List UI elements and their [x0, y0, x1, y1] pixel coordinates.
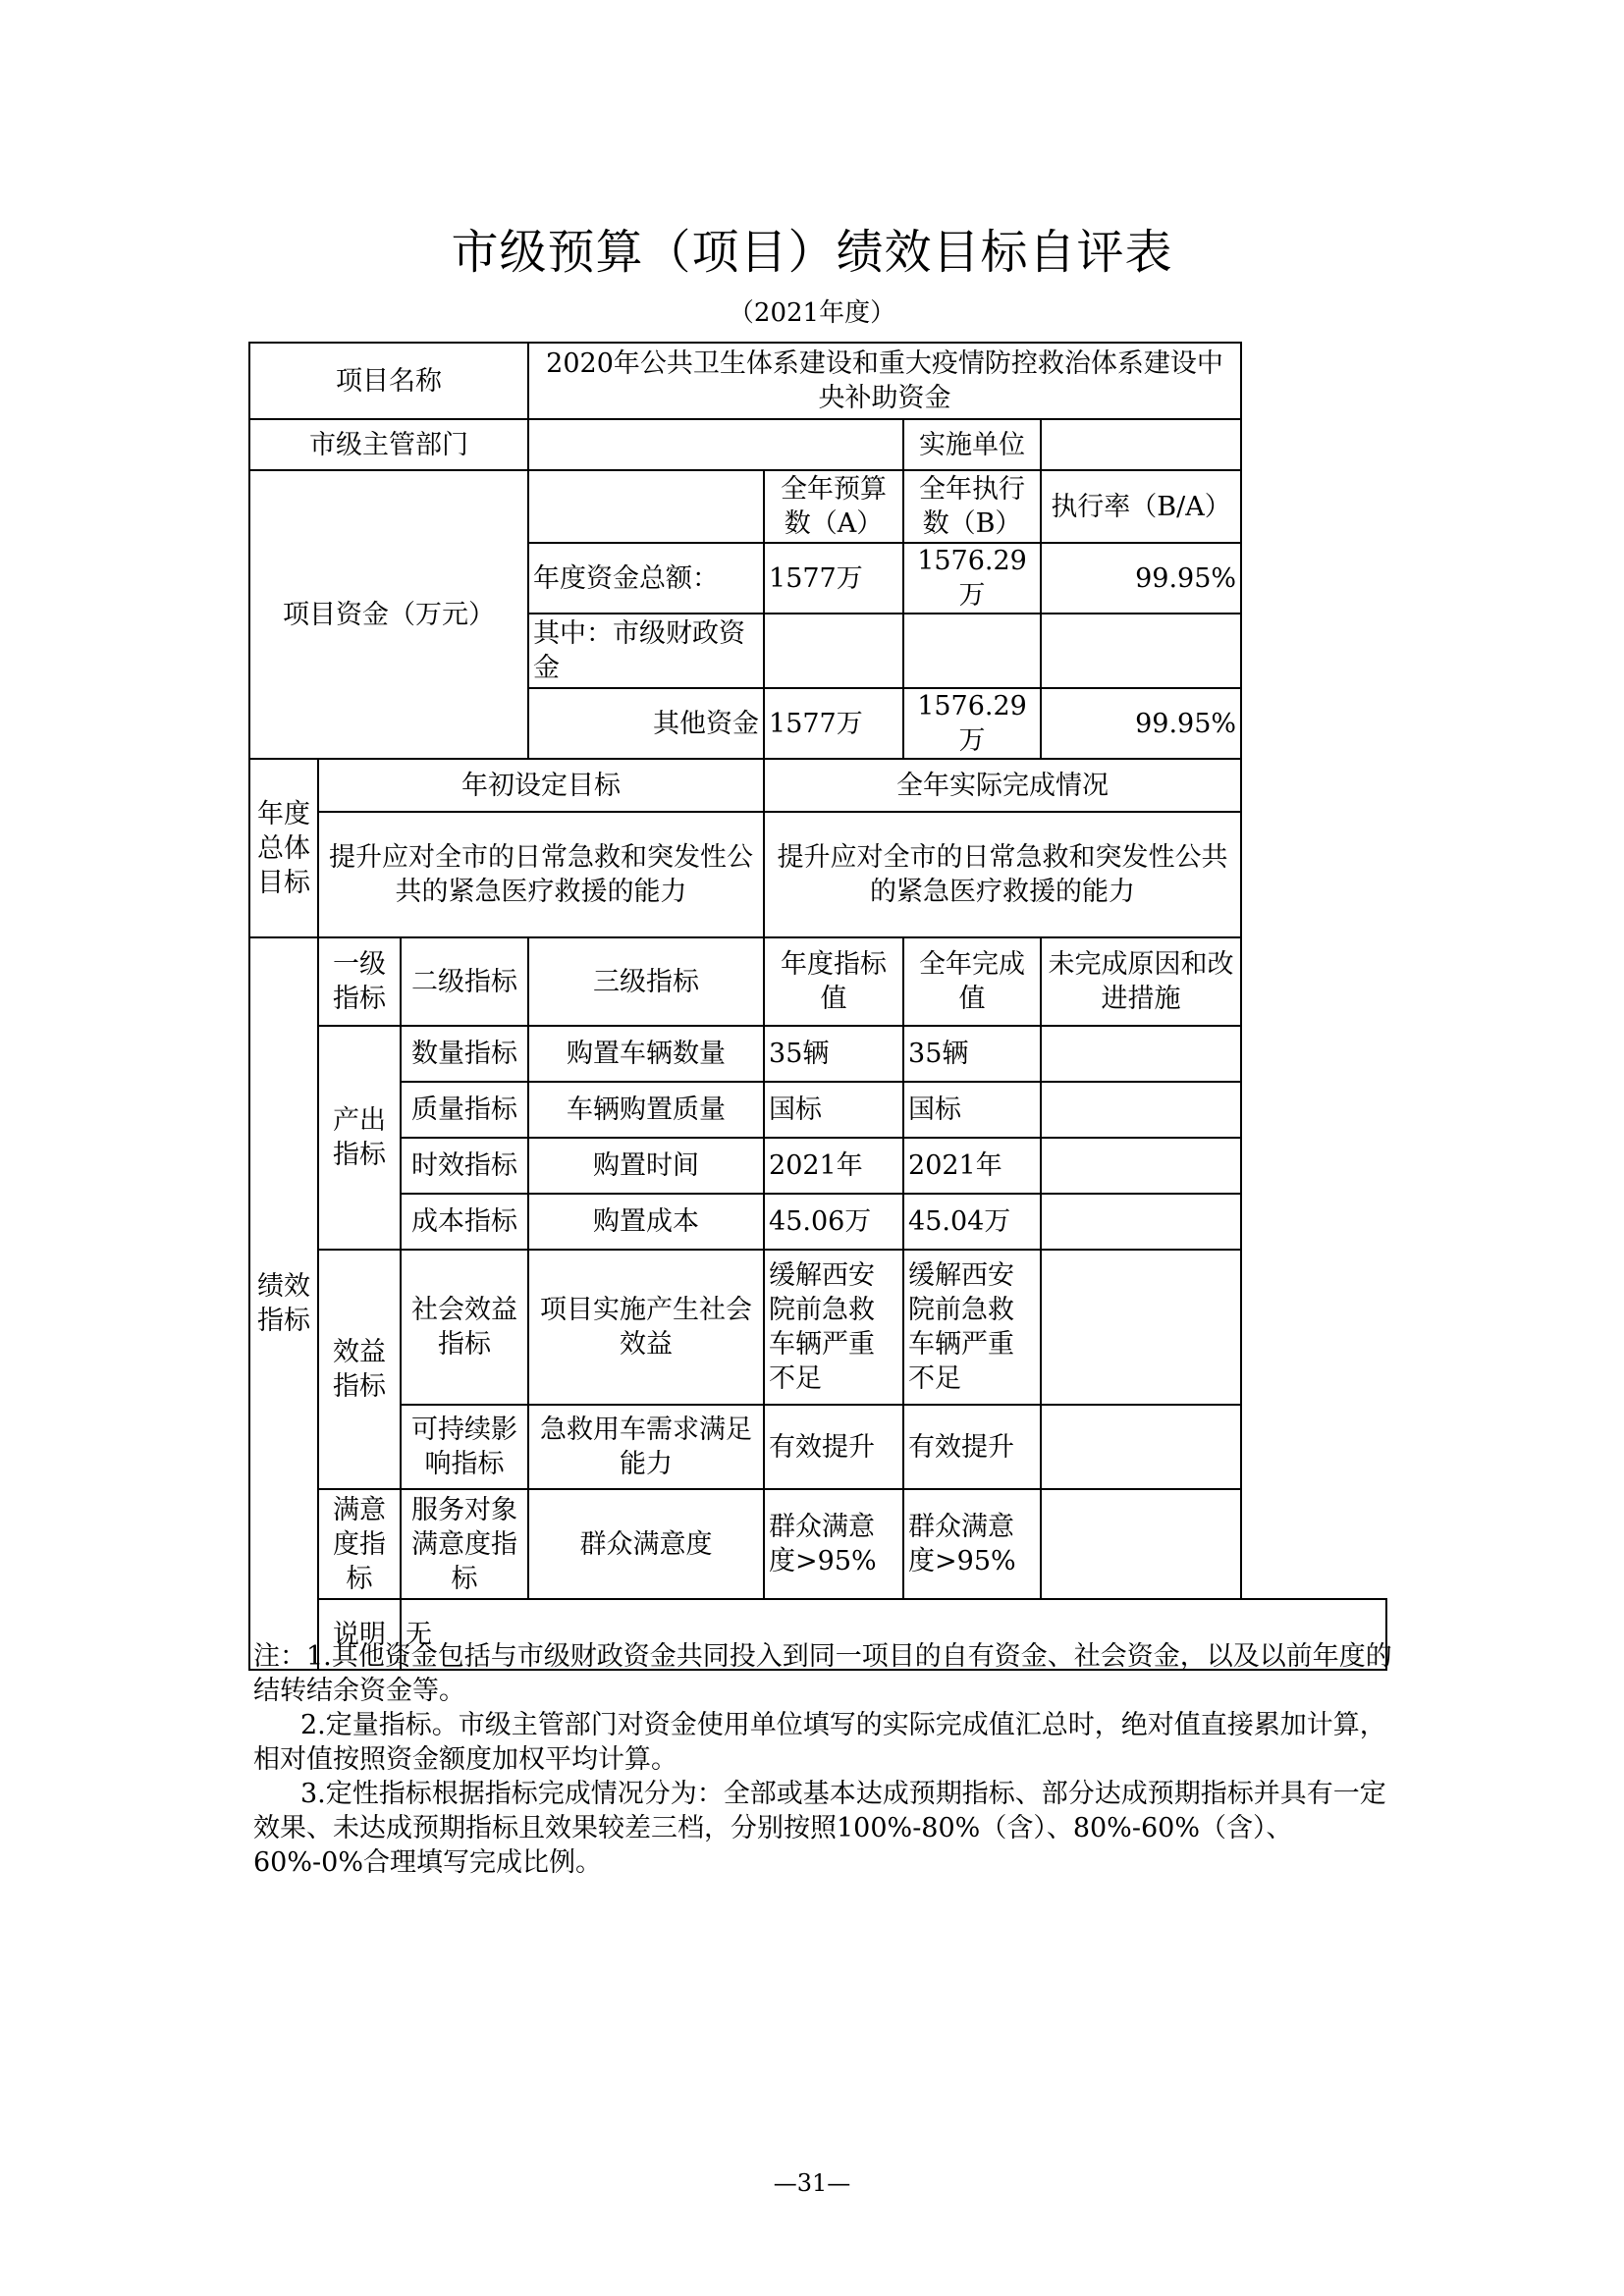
level3-cell: 购置时间	[528, 1138, 764, 1194]
done-cell: 国标	[903, 1082, 1041, 1138]
done-cell: 35辆	[903, 1026, 1041, 1082]
header-level3: 三级指标	[528, 937, 764, 1026]
footnotes	[253, 1639, 1392, 1880]
funds-header-blank	[528, 470, 764, 543]
level3-cell: 车辆购置质量	[528, 1082, 764, 1138]
indicator-header-row	[249, 937, 1386, 1026]
evaluation-table	[248, 342, 1387, 1671]
funds-row-label: 其他资金	[528, 688, 764, 759]
done-cell: 群众满意度>95%	[903, 1489, 1041, 1599]
target-cell: 缓解西安院前急救车辆严重不足	[764, 1250, 903, 1405]
unit-label: 实施单位	[903, 419, 1041, 470]
funds-row-budget: 1577万	[764, 688, 903, 759]
annual-goal-label: 年度总体目标	[249, 759, 318, 937]
funds-row-budget: 1577万	[764, 543, 903, 614]
header-done: 全年完成值	[903, 937, 1041, 1026]
unit-value	[1041, 419, 1241, 470]
funds-col-rate: 执行率（B/A）	[1041, 470, 1241, 543]
level3-cell: 购置成本	[528, 1194, 764, 1250]
indicator-row	[249, 1405, 1386, 1489]
funds-row-exec: 1576.29万	[903, 543, 1041, 614]
footnote: 3.定性指标根据指标完成情况分为：全部或基本达成预期指标、部分达成预期指标并具有一定效果、未达成预期指标且效果较差三档，分别按照100%-80%（含）、80%-60%（含）、60%-0%合理填写完成比例。	[253, 1779, 1386, 1878]
reason-cell	[1041, 1489, 1241, 1599]
level2-cell: 数量指标	[401, 1026, 528, 1082]
page-subtitle: （2021年度）	[728, 298, 896, 328]
reason-cell	[1041, 1405, 1241, 1489]
reason-cell	[1041, 1194, 1241, 1250]
funds-header-row	[249, 470, 1386, 543]
level2-cell: 社会效益指标	[401, 1250, 528, 1405]
dept-value	[528, 419, 903, 470]
level3-cell: 群众满意度	[528, 1489, 764, 1599]
reason-cell	[1041, 1250, 1241, 1405]
indicator-row	[249, 1250, 1386, 1405]
satisfaction-label: 满意度指标	[318, 1489, 401, 1599]
annual-goal-header-row	[249, 759, 1386, 812]
done-cell: 2021年	[903, 1138, 1041, 1194]
indicator-row	[249, 1026, 1386, 1082]
indicators-label: 绩效指标	[249, 937, 318, 1670]
funds-col-budget: 全年预算数（A）	[764, 470, 903, 543]
header-reason: 未完成原因和改进措施	[1041, 937, 1241, 1026]
annual-goal-col-set: 年初设定目标	[318, 759, 764, 812]
project-name-row	[249, 343, 1386, 419]
level2-cell: 可持续影响指标	[401, 1405, 528, 1489]
explanation-label: 说明	[318, 1599, 401, 1670]
funds-row-rate	[1041, 614, 1241, 688]
done-cell: 45.04万	[903, 1194, 1041, 1250]
funds-row-label: 年度资金总额：	[528, 543, 764, 614]
target-cell: 群众满意度>95%	[764, 1489, 903, 1599]
annual-goal-set-text: 提升应对全市的日常急救和突发性公共的紧急医疗救援的能力	[318, 812, 764, 937]
footnote: 2.定量指标。市级主管部门对资金使用单位填写的实际完成值汇总时，绝对值直接累加计算，相对值按照资金额度加权平均计算。	[253, 1710, 1386, 1775]
indicator-row	[249, 1082, 1386, 1138]
level2-cell: 质量指标	[401, 1082, 528, 1138]
done-cell: 有效提升	[903, 1405, 1041, 1489]
funds-row-budget	[764, 614, 903, 688]
annual-goal-col-actual: 全年实际完成情况	[764, 759, 1241, 812]
target-cell: 2021年	[764, 1138, 903, 1194]
header-level2: 二级指标	[401, 937, 528, 1026]
footnote: 注：1.其他资金包括与市级财政资金共同投入到同一项目的自有资金、社会资金，以及以前年度的结转结余资金等。	[253, 1641, 1392, 1706]
project-name-value: 2020年公共卫生体系建设和重大疫情防控救治体系建设中央补助资金	[528, 343, 1241, 419]
page-number: —31—	[773, 2169, 851, 2197]
level2-cell: 成本指标	[401, 1194, 528, 1250]
funds-row-label: 其中：市级财政资金	[528, 614, 764, 688]
level3-cell: 项目实施产生社会效益	[528, 1250, 764, 1405]
indicator-row	[249, 1489, 1386, 1599]
benefit-label: 效益指标	[318, 1250, 401, 1489]
level2-cell: 服务对象满意度指标	[401, 1489, 528, 1599]
annual-goal-content-row	[249, 812, 1386, 937]
reason-cell	[1041, 1082, 1241, 1138]
dept-label: 市级主管部门	[249, 419, 528, 470]
funds-row-exec: 1576.29万	[903, 688, 1041, 759]
header-level1: 一级指标	[318, 937, 401, 1026]
funds-col-exec: 全年执行数（B）	[903, 470, 1041, 543]
funds-row-rate: 99.95%	[1041, 543, 1241, 614]
funds-row-rate: 99.95%	[1041, 688, 1241, 759]
target-cell: 35辆	[764, 1026, 903, 1082]
target-cell: 国标	[764, 1082, 903, 1138]
indicator-row	[249, 1138, 1386, 1194]
done-cell: 缓解西安院前急救车辆严重不足	[903, 1250, 1041, 1405]
level3-cell: 购置车辆数量	[528, 1026, 764, 1082]
annual-goal-actual-text: 提升应对全市的日常急救和突发性公共的紧急医疗救援的能力	[764, 812, 1241, 937]
reason-cell	[1041, 1026, 1241, 1082]
level2-cell: 时效指标	[401, 1138, 528, 1194]
funds-row-exec	[903, 614, 1041, 688]
level3-cell: 急救用车需求满足能力	[528, 1405, 764, 1489]
department-row	[249, 419, 1386, 470]
project-name-label: 项目名称	[249, 343, 528, 419]
target-cell: 有效提升	[764, 1405, 903, 1489]
explanation-value: 无	[401, 1599, 1386, 1670]
funds-label: 项目资金（万元）	[249, 470, 528, 759]
page-title: 市级预算（项目）绩效目标自评表	[451, 225, 1173, 280]
target-cell: 45.06万	[764, 1194, 903, 1250]
header-target: 年度指标值	[764, 937, 903, 1026]
reason-cell	[1041, 1138, 1241, 1194]
indicator-row	[249, 1194, 1386, 1250]
output-label: 产出指标	[318, 1026, 401, 1250]
